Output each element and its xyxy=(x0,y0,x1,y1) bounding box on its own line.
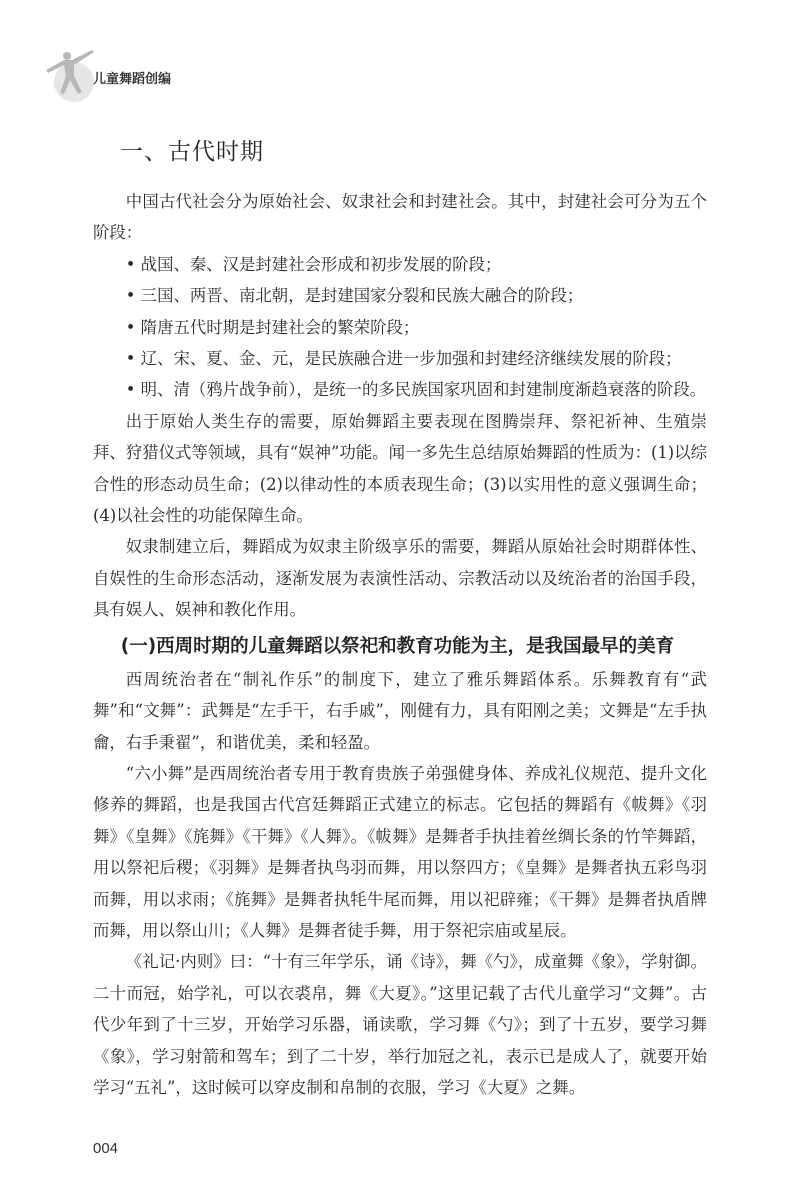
paragraph: 奴隶制建立后，舞蹈成为奴隶主阶级享乐的需要，舞蹈从原始社会时期群体性、自娱性的生命形态活动，逐渐发展为表演性活动、宗教活动以及统治者的治国手段，具有娱人、娱神和教化作用。 xyxy=(93,537,707,620)
paragraph: 《礼记·内则》曰：“十有三年学乐，诵《诗》，舞《勺》，成童舞《象》，学射御。二十而冠，始学礼，可以衣裘帛，舞《大夏》。”这里记载了古代儿童学习“文舞”。古代少年到了十三岁，开始学习乐器，诵读歌，学习舞《勺》；到了十五岁，要学习舞《象》，学习射箭和驾车；到了二十岁，举行加冠之礼，表示已是成人了，就要开始学习“五礼”，这时候可以穿皮制和帛制的衣服，学习《大夏》之舞。 xyxy=(93,952,707,1097)
body-text xyxy=(93,186,707,1103)
running-header-book-title: 儿童舞蹈创编 xyxy=(93,72,172,87)
paragraph: 中国古代社会分为原始社会、奴隶社会和封建社会。其中，封建社会可分为五个阶段： xyxy=(93,192,707,243)
paragraph: 西周统治者在“制礼作乐”的制度下，建立了雅乐舞蹈体系。乐舞教育有“武舞”和“文舞”：武舞是“左手干，右手戚”，刚健有力，具有阳刚之美；文舞是“左手执龠，右手秉翟”，和谐优美，柔和轻盈。 xyxy=(93,669,707,752)
subheading: (一)西周时期的儿童舞蹈以祭祀和教育功能为主，是我国最早的美育 xyxy=(120,635,675,657)
page-content xyxy=(93,186,707,1199)
bullet-item: • 战国、秦、汉是封建社会形成和初步发展的阶段； xyxy=(125,254,502,274)
paragraph: 出于原始人类生存的需要，原始舞蹈主要表现在图腾崇拜、祭祀祈神、生殖崇拜、狩猎仪式等领域，具有“娱神”功能。闻一多先生总结原始舞蹈的性质为：(1)以综合性的形态动员生命；(2)以律动性的本质表现生命；(3)以实用性的意义强调生命；(4)以社会性的功能保障生命。 xyxy=(93,411,707,526)
bullet-item: • 隋唐五代时期是封建社会的繁荣阶段； xyxy=(125,317,420,337)
page-number: 004 xyxy=(93,1140,119,1158)
bullet-item: • 三国、两晋、南北朝，是封建国家分裂和民族大融合的阶段； xyxy=(125,286,584,306)
paragraph: “六小舞”是西周统治者专用于教育贵族子弟强健身体、养成礼仪规范、提升文化修养的舞蹈，也是我国古代宫廷舞蹈正式建立的标志。它包括的舞蹈有《帗舞》《羽舞》《皇舞》《旄舞》《干舞》《人舞》。《帗舞》是舞者手执挂着丝绸长条的竹竿舞蹈，用以祭祀后稷；《羽舞》是舞者执鸟羽而舞，用以祭四方；《皇舞》是舞者执五彩鸟羽而舞，用以求雨；《旄舞》是舞者执牦牛尾而舞，用以祀辟雍；《干舞》是舞者执盾牌而舞，用以祭山川；《人舞》是舞者徒手舞，用于祭祀宗庙或星辰。 xyxy=(93,763,707,940)
bullet-item: • 辽、宋、夏、金、元，是民族融合进一步加强和封建经济继续发展的阶段； xyxy=(125,349,682,369)
section-title: 一、古代时期 xyxy=(120,139,264,165)
bullet-item: • 明、清（鸦片战争前），是统一的多民族国家巩固和封建制度渐趋衰落的阶段。 xyxy=(125,380,707,400)
